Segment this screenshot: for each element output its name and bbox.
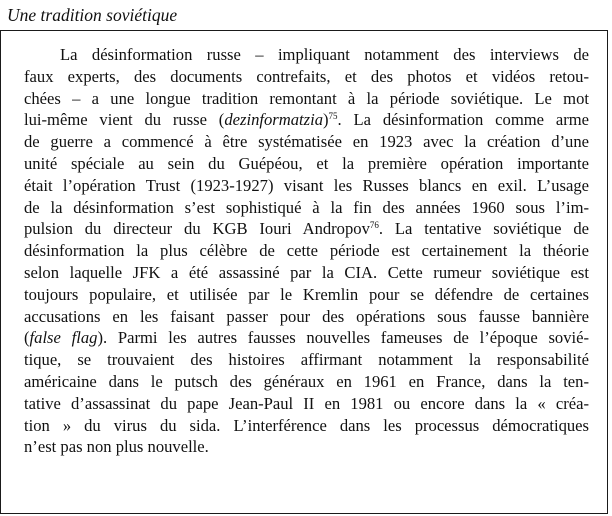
footnote-ref-75: 75 bbox=[328, 111, 338, 122]
paragraph-line: pulsion du directeur du KGB Iouri Andropov$^{76}$. La tentative soviétique de bbox=[24, 219, 589, 239]
paragraph-line: tique, se trouvaient des histoires affirmant notamment la responsabilité bbox=[24, 350, 589, 370]
paragraph-line: de guerre a commencé à être systématisée en 1923 avec la création d’une bbox=[24, 132, 589, 152]
paragraph-line: La désinformation russe – impliquant notamment des interviews de bbox=[60, 45, 589, 64]
paragraph-line: n’est pas non plus nouvelle. bbox=[24, 437, 209, 457]
paragraph-line: faux experts, des documents contrefaits, et des photos et vidéos retou- bbox=[24, 66, 589, 86]
paragraph-line: était l’opération Trust (1923-1927) visant les Russes blancs en exil. L’usage bbox=[24, 175, 589, 195]
section-title: Une tradition soviétique bbox=[7, 5, 178, 25]
italic-term: dezinformatzia bbox=[224, 110, 323, 130]
paragraph-line: américaine dans le putsch des généraux en 1961 en France, dans la ten- bbox=[24, 371, 589, 391]
body-paragraph bbox=[24, 44, 589, 458]
paragraph-line: désinformation la plus célèbre de cette période est certainement la théorie bbox=[24, 241, 589, 261]
paragraph-line: tative d’assassinat du pape Jean-Paul II en 1981 ou encore dans la « créa- bbox=[24, 393, 589, 413]
paragraph-line: lui-même vient du russe (dezinformatzia)$^{75}$. La désinformation comme arme bbox=[24, 110, 589, 130]
paragraph-line: accusations en les faisant passer pour des opérations sous fausse bannière bbox=[24, 306, 589, 326]
footnote-ref-76: 76 bbox=[369, 220, 379, 231]
paragraph-line: (false flag). Parmi les autres fausses nouvelles fameuses de l’époque sovié- bbox=[24, 328, 589, 348]
paragraph-line: selon laquelle JFK a été assassiné par la CIA. Cette rumeur soviétique est bbox=[24, 262, 589, 282]
paragraph-line: unité spéciale au sein du Guépéou, et la première opération importante bbox=[24, 153, 589, 173]
paragraph-line: toujours populaire, et utilisée par le Kremlin pour se défendre de certaines bbox=[24, 284, 589, 304]
paragraph-line: chées – a une longue tradition remontant à la période soviétique. Le mot bbox=[24, 88, 589, 108]
paragraph-line: de la désinformation s’est sophistiqué à la fin des années 1960 sous l’im- bbox=[24, 197, 589, 217]
italic-term: false flag bbox=[29, 328, 98, 348]
paragraph-line: tion » du virus du sida. L’interférence dans les processus démocratiques bbox=[24, 415, 589, 435]
